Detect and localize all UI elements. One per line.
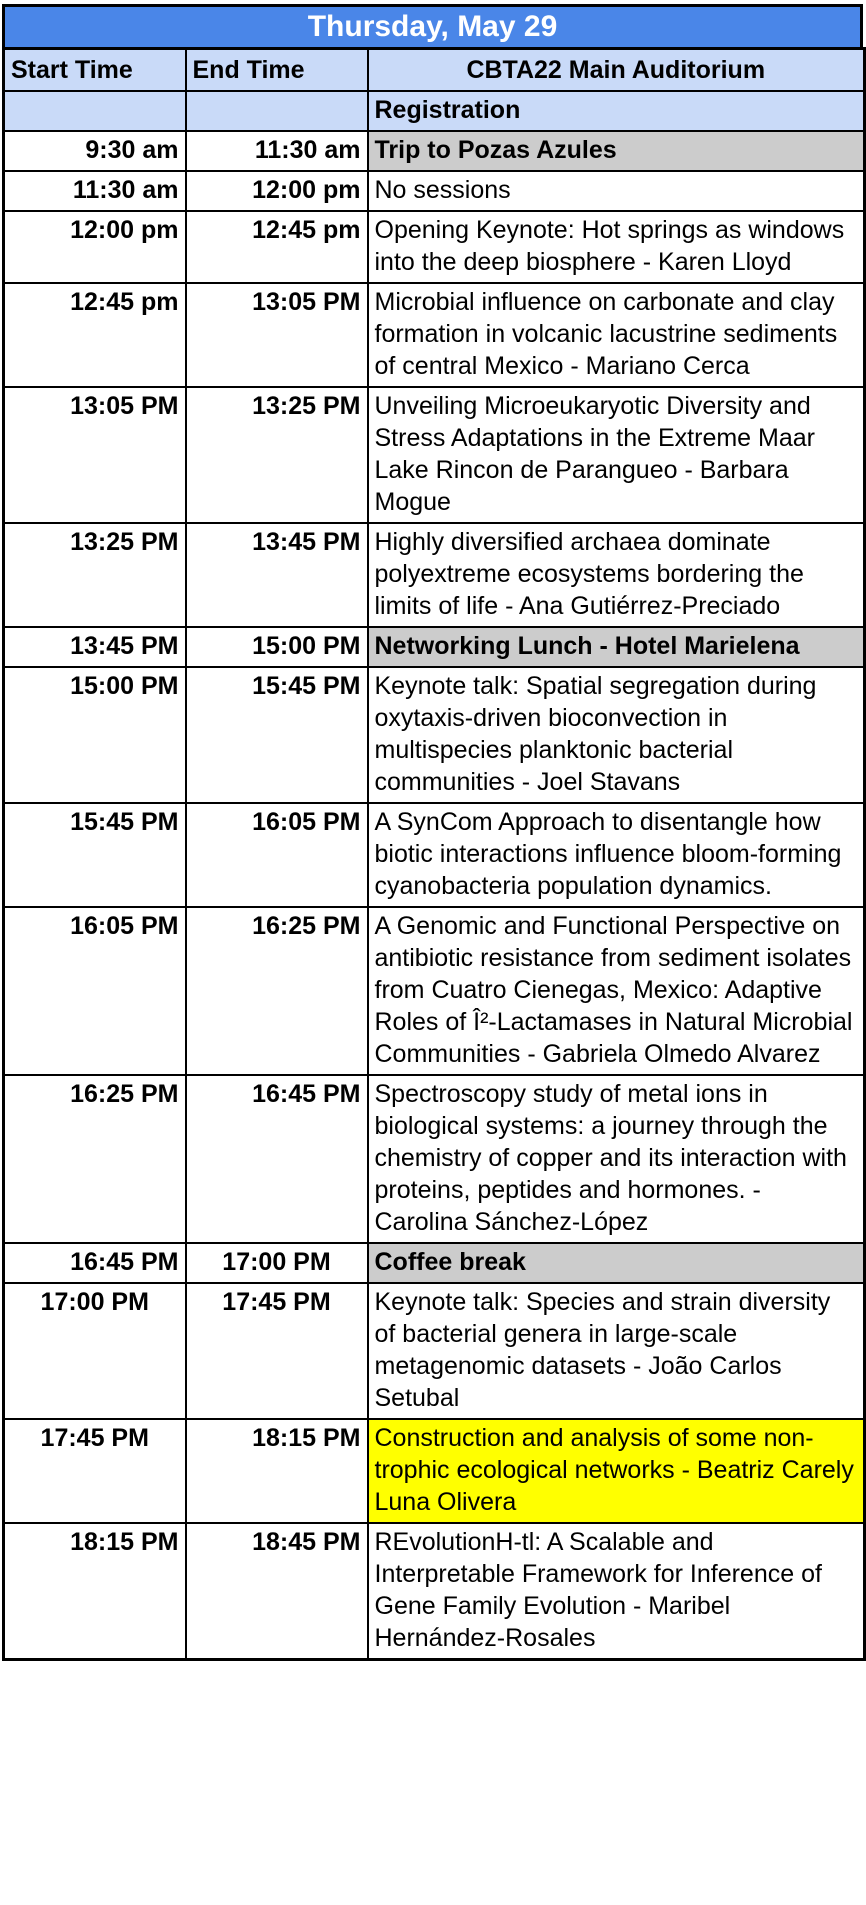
session: Trip to Pozas Azules — [368, 131, 865, 171]
end-time: 12:45 pm — [186, 211, 368, 283]
end-time: 12:00 pm — [186, 171, 368, 211]
end-time: 16:45 PM — [186, 1075, 368, 1243]
table-row — [4, 1523, 865, 1660]
room-header: CBTA22 Main Auditorium — [368, 49, 865, 92]
end-time: 16:05 PM — [186, 803, 368, 907]
end-time: 16:25 PM — [186, 907, 368, 1075]
session: A SynCom Approach to disentangle how biotic interactions influence bloom-forming cyanobacteria population dynamics. — [368, 803, 865, 907]
session: Networking Lunch - Hotel Marielena — [368, 627, 865, 667]
start-time: 13:45 PM — [4, 627, 186, 667]
table-row — [4, 1419, 865, 1523]
end-time — [186, 91, 368, 131]
start-time: 16:25 PM — [4, 1075, 186, 1243]
schedule-sheet — [2, 4, 863, 1661]
header-row — [4, 49, 865, 92]
table-row — [4, 907, 865, 1075]
end-time: 15:00 PM — [186, 627, 368, 667]
table-row — [4, 171, 865, 211]
end-time: 18:45 PM — [186, 1523, 368, 1660]
start-time: 17:45 PM — [4, 1419, 186, 1523]
start-time: 13:25 PM — [4, 523, 186, 627]
start-time: 16:45 PM — [4, 1243, 186, 1283]
session: Keynote talk: Species and strain diversity of bacterial genera in large-scale metagenomic datasets - João Carlos Setubal — [368, 1283, 865, 1419]
start-time: 11:30 am — [4, 171, 186, 211]
end-time: 13:45 PM — [186, 523, 368, 627]
start-time: 16:05 PM — [4, 907, 186, 1075]
session: Construction and analysis of some non-trophic ecological networks - Beatriz Carely Luna Olivera — [368, 1419, 865, 1523]
table-row — [4, 667, 865, 803]
start-time-header: Start Time — [4, 49, 186, 92]
table-row — [4, 91, 865, 131]
table-row — [4, 283, 865, 387]
start-time: 18:15 PM — [4, 1523, 186, 1660]
table-row — [4, 627, 865, 667]
start-time: 9:30 am — [4, 131, 186, 171]
table-row — [4, 387, 865, 523]
end-time: 13:25 PM — [186, 387, 368, 523]
start-time: 15:45 PM — [4, 803, 186, 907]
session: Registration — [368, 91, 865, 131]
table-row — [4, 803, 865, 907]
start-time: 12:45 pm — [4, 283, 186, 387]
end-time-header: End Time — [186, 49, 368, 92]
end-time: 15:45 PM — [186, 667, 368, 803]
session: Highly diversified archaea dominate polyextreme ecosystems bordering the limits of life - Ana Gutiérrez-Preciado — [368, 523, 865, 627]
session: REvolutionH-tl: A Scalable and Interpretable Framework for Inference of Gene Family Evolution - Maribel Hernández-Rosales — [368, 1523, 865, 1660]
start-time: 15:00 PM — [4, 667, 186, 803]
table-row — [4, 1075, 865, 1243]
start-time: 17:00 PM — [4, 1283, 186, 1419]
table-row — [4, 1243, 865, 1283]
table-row — [4, 523, 865, 627]
end-time: 18:15 PM — [186, 1419, 368, 1523]
end-time: 13:05 PM — [186, 283, 368, 387]
session: Opening Keynote: Hot springs as windows into the deep biosphere - Karen Lloyd — [368, 211, 865, 283]
table-row — [4, 211, 865, 283]
end-time: 17:00 PM — [186, 1243, 368, 1283]
start-time: 12:00 pm — [4, 211, 186, 283]
session: A Genomic and Functional Perspective on antibiotic resistance from sediment isolates from Cuatro Cienegas, Mexico: Adaptive Roles of Î²-Lactamases in Natural Microbial Communities - Gabriela Olmedo Alvarez — [368, 907, 865, 1075]
session: Coffee break — [368, 1243, 865, 1283]
start-time — [4, 91, 186, 131]
schedule-table — [2, 47, 866, 1661]
table-row — [4, 1283, 865, 1419]
session: Microbial influence on carbonate and clay formation in volcanic lacustrine sediments of central Mexico - Mariano Cerca — [368, 283, 865, 387]
session: No sessions — [368, 171, 865, 211]
end-time: 11:30 am — [186, 131, 368, 171]
session: Keynote talk: Spatial segregation during oxytaxis-driven bioconvection in multispecies planktonic bacterial communities - Joel Stavans — [368, 667, 865, 803]
session: Unveiling Microeukaryotic Diversity and Stress Adaptations in the Extreme Maar Lake Rincon de Parangueo - Barbara Mogue — [368, 387, 865, 523]
start-time: 13:05 PM — [4, 387, 186, 523]
end-time: 17:45 PM — [186, 1283, 368, 1419]
day-title: Thursday, May 29 — [2, 4, 863, 47]
session: Spectroscopy study of metal ions in biological systems: a journey through the chemistry of copper and its interaction with proteins, peptides and hormones. - Carolina Sánchez-López — [368, 1075, 865, 1243]
table-row — [4, 131, 865, 171]
